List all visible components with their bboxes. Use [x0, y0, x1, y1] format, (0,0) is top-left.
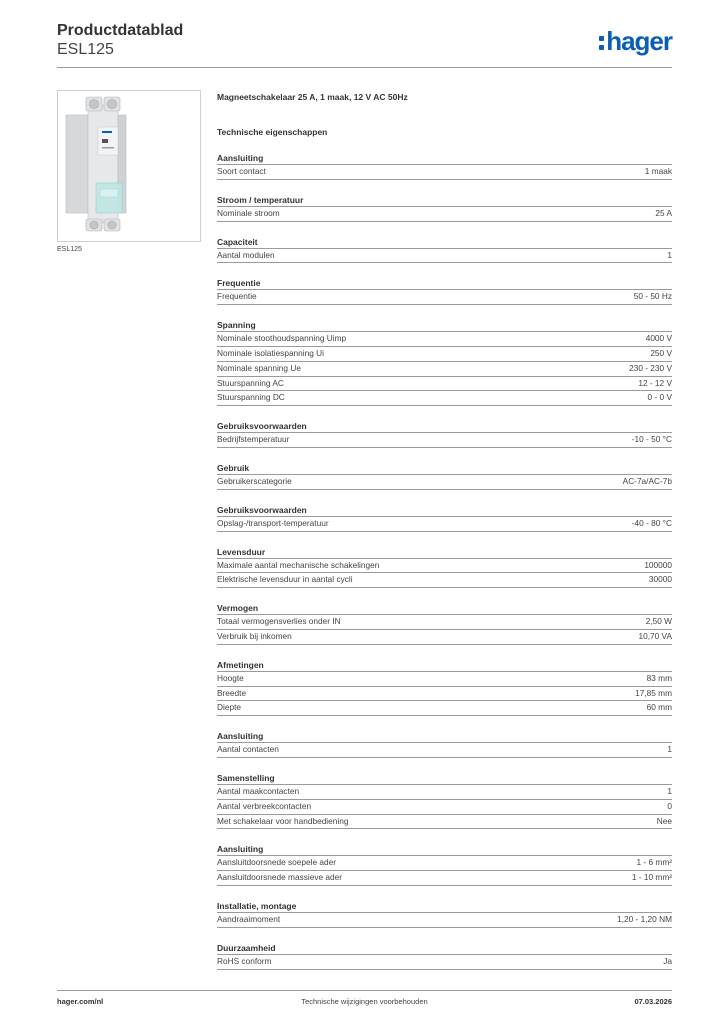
- spec-row: [217, 913, 672, 928]
- spec-row: [217, 362, 672, 377]
- spec-value: 83 mm: [646, 672, 672, 683]
- spec-row: [217, 249, 672, 264]
- spec-section: [217, 659, 672, 716]
- spec-value: Nee: [656, 815, 672, 826]
- spec-row: [217, 207, 672, 222]
- section-title: Gebruiksvoorwaarden: [217, 504, 672, 517]
- spec-value: 4000 V: [645, 333, 672, 344]
- section-title: Stroom / temperatuur: [217, 194, 672, 207]
- spec-row: [217, 290, 672, 305]
- spec-value: 1,20 - 1,20 NM: [617, 913, 672, 924]
- spec-row: [217, 391, 672, 406]
- spec-section: [217, 602, 672, 645]
- spec-row: [217, 433, 672, 448]
- spec-row: [217, 743, 672, 758]
- spec-row: [217, 517, 672, 532]
- section-title: Duurzaamheid: [217, 942, 672, 955]
- spec-label: Totaal vermogensverlies onder IN: [217, 616, 341, 627]
- section-title: Frequentie: [217, 277, 672, 290]
- spec-label: Nominale stroom: [217, 207, 280, 218]
- spec-section: [217, 152, 672, 180]
- spec-section: [217, 772, 672, 829]
- spec-value: 1: [667, 785, 672, 796]
- spec-label: Nominale isolatiespanning Ui: [217, 347, 324, 358]
- hager-logo: [599, 24, 672, 58]
- spec-value: 250 V: [650, 347, 672, 358]
- spec-value: 1: [667, 249, 672, 260]
- spec-label: Nominale spanning Ue: [217, 362, 301, 373]
- product-description: Magneetschakelaar 25 A, 1 maak, 12 V AC 50Hz: [217, 92, 408, 102]
- spec-row: [217, 672, 672, 687]
- spec-value: 1 - 10 mm²: [631, 872, 672, 883]
- spec-label: Opslag-/transport-temperatuur: [217, 517, 329, 528]
- spec-content: [217, 91, 672, 970]
- document-header: [57, 22, 183, 59]
- spec-label: Aantal modulen: [217, 249, 275, 260]
- spec-value: 10,70 VA: [638, 630, 672, 641]
- spec-section: [217, 420, 672, 448]
- spec-row: [217, 573, 672, 588]
- section-title: Samenstelling: [217, 772, 672, 785]
- spec-value: 100000: [644, 559, 672, 570]
- spec-label: RoHS conform: [217, 955, 272, 966]
- spec-value: 1: [667, 744, 672, 755]
- spec-label: Maximale aantal mechanische schakelingen: [217, 559, 380, 570]
- spec-row: [217, 615, 672, 630]
- spec-value: 0 - 0 V: [647, 392, 672, 403]
- specs-heading: Technische eigenschappen: [217, 127, 328, 137]
- spec-row: [217, 800, 672, 815]
- footer-website: hager.com/nl: [57, 997, 104, 1006]
- contactor-image-icon: [58, 91, 200, 241]
- spec-label: Stuurspanning DC: [217, 392, 285, 403]
- spec-label: Nominale stoothoudspanning Uimp: [217, 333, 347, 344]
- spec-section: [217, 462, 672, 490]
- spec-row: [217, 815, 672, 830]
- spec-label: Aantal verbreekcontacten: [217, 800, 312, 811]
- footer-divider: [57, 990, 672, 991]
- spec-label: Diepte: [217, 702, 241, 713]
- spec-label: Met schakelaar voor handbediening: [217, 815, 349, 826]
- spec-value: 30000: [648, 574, 672, 585]
- spec-label: Gebruikerscategorie: [217, 475, 292, 486]
- section-title: Installatie, montage: [217, 900, 672, 913]
- spec-section: [217, 546, 672, 589]
- spec-label: Bedrijfstemperatuur: [217, 434, 290, 445]
- spec-label: Hoogte: [217, 672, 244, 683]
- spec-value: AC-7a/AC-7b: [622, 475, 672, 486]
- spec-section: [217, 504, 672, 532]
- spec-sections: [217, 152, 672, 970]
- section-title: Vermogen: [217, 602, 672, 615]
- spec-section: [217, 843, 672, 886]
- section-title: Capaciteit: [217, 236, 672, 249]
- spec-row: [217, 377, 672, 392]
- spec-row: [217, 332, 672, 347]
- spec-section: [217, 194, 672, 222]
- spec-value: 17,85 mm: [635, 687, 672, 698]
- spec-row: [217, 165, 672, 180]
- spec-label: Soort contact: [217, 166, 266, 176]
- spec-section: [217, 942, 672, 970]
- spec-label: Aandraaimoment: [217, 913, 281, 924]
- section-title: Aansluiting: [217, 730, 672, 743]
- section-title: Afmetingen: [217, 659, 672, 672]
- product-image: [57, 90, 201, 242]
- spec-value: 50 - 50 Hz: [633, 291, 672, 302]
- section-title: Aansluiting: [217, 843, 672, 856]
- footer-disclaimer: Technische wijzigingen voorbehouden: [301, 997, 428, 1006]
- spec-label: Aantal maakcontacten: [217, 785, 300, 796]
- spec-row: [217, 701, 672, 716]
- spec-label: Aantal contacten: [217, 744, 279, 755]
- spec-value: -40 - 80 °C: [631, 517, 672, 528]
- spec-row: [217, 955, 672, 970]
- spec-section: [217, 319, 672, 406]
- spec-section: [217, 236, 672, 264]
- image-caption: ESL125: [57, 246, 82, 253]
- spec-row: [217, 785, 672, 800]
- spec-row: [217, 630, 672, 645]
- product-code: ESL125: [57, 41, 114, 58]
- spec-value: 12 - 12 V: [638, 377, 672, 388]
- spec-value: -10 - 50 °C: [631, 434, 672, 445]
- spec-row: [217, 347, 672, 362]
- spec-label: Elektrische levensduur in aantal cycli: [217, 574, 353, 585]
- spec-row: [217, 687, 672, 702]
- spec-section: [217, 730, 672, 758]
- spec-label: Aansluitdoorsnede soepele ader: [217, 857, 337, 868]
- spec-section: [217, 900, 672, 928]
- spec-value: 2,50 W: [645, 616, 672, 627]
- spec-value: 25 A: [655, 207, 672, 218]
- spec-label: Breedte: [217, 687, 247, 698]
- spec-row: [217, 856, 672, 871]
- spec-row: [217, 559, 672, 574]
- spec-value: 1 maak: [644, 166, 672, 176]
- spec-value: 230 - 230 V: [629, 362, 672, 373]
- page-footer: [57, 997, 672, 1009]
- section-title: Spanning: [217, 319, 672, 332]
- section-title: Aansluiting: [217, 152, 672, 165]
- header-divider: [57, 67, 672, 68]
- section-title: Levensduur: [217, 546, 672, 559]
- footer-date: 07.03.2026: [634, 997, 672, 1006]
- spec-label: Aansluitdoorsnede massieve ader: [217, 872, 342, 883]
- spec-label: Frequentie: [217, 291, 257, 302]
- spec-value: 0: [667, 800, 672, 811]
- spec-row: [217, 475, 672, 490]
- spec-label: Stuurspanning AC: [217, 377, 284, 388]
- spec-row: [217, 871, 672, 886]
- logo-text: hager: [606, 26, 672, 56]
- document-title: Productdatablad: [57, 22, 184, 39]
- spec-value: 60 mm: [646, 702, 672, 713]
- spec-value: 1 - 6 mm²: [636, 857, 672, 868]
- logo-colon-icon: [599, 36, 604, 50]
- spec-label: Verbruik bij inkomen: [217, 630, 292, 641]
- section-title: Gebruik: [217, 462, 672, 475]
- section-title: Gebruiksvoorwaarden: [217, 420, 672, 433]
- spec-value: Ja: [663, 955, 672, 966]
- spec-section: [217, 277, 672, 305]
